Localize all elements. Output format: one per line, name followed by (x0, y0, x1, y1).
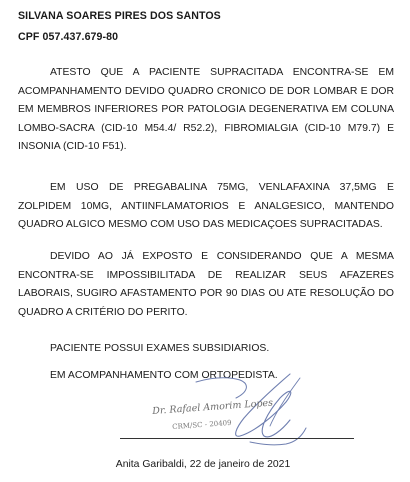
doctor-stamp-name: Dr. Rafael Amorim Lopes (152, 397, 274, 417)
medication-paragraph: EM USO DE PREGABALINA 75MG, VENLAFAXINA 37,5MG E ZOLPIDEM 10MG, ANTIINFLAMATORIOS E ANALGESICO, MANTENDO QUADRO ALGICO MESMO COM USO DAS MEDICAÇOES SUPRACITADAS. (18, 182, 394, 231)
exams-paragraph: PACIENTE POSSUI EXAMES SUBSIDIARIOS. (50, 343, 270, 354)
doctor-stamp-crm: CRM/SC - 20409 (172, 418, 232, 431)
diagnosis-paragraph: ATESTO QUE A PACIENTE SUPRACITADA ENCONTRA-SE EM ACOMPANHAMENTO DEVIDO QUADRO CRONICO DE DOR LOMBAR E DOR EM MEMBROS INFERIORES POR PATOLOGIA DEGENERATIVA EM COLUNA LOMBO-SACRA (CID-10 M54.4/ R52.2), FIBROMIALGIA (CID-10 M79.7) E INSONIA (CID-10 F51). (18, 67, 394, 153)
place-and-date: Anita Garibaldi, 22 de janeiro de 2021 (115, 459, 291, 470)
leave-recommendation-paragraph: DEVIDO AO JÁ EXPOSTO E CONSIDERANDO QUE A MESMA ENCONTRA-SE IMPOSSIBILITADA DE REALIZAR SEUS AFAZERES LABORAIS, SUGIRO AFASTAMENTO POR 90 DIAS OU ATE RESOLUÇÃO DO QUADRO A CRITÉRIO DO PERITO. (18, 251, 394, 318)
patient-name: SILVANA SOARES PIRES DOS SANTOS (18, 10, 221, 22)
follow-up-paragraph: EM ACOMPANHAMENTO COM ORTOPEDISTA. (50, 370, 278, 381)
signature-line (120, 438, 354, 439)
patient-cpf: CPF 057.437.679-80 (18, 31, 119, 43)
